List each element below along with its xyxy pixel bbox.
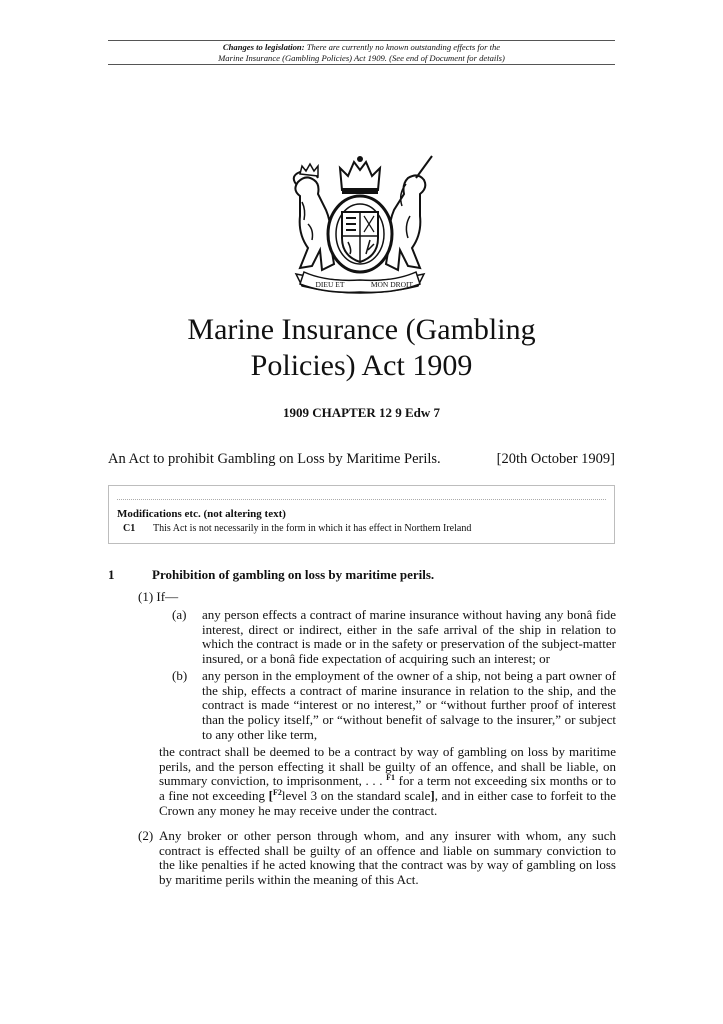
closing-part-3: , and in either case to forfeit to the Crown any money he may receive under the contract. bbox=[159, 788, 616, 818]
changes-text-line2: Marine Insurance (Gambling Policies) Act 1909. (See end of Document for details) bbox=[218, 53, 505, 63]
section-number: 1 bbox=[108, 567, 115, 582]
paragraph-a-text: any person effects a contract of marine insurance without having any bonâ fide interest, direct or indirect, either in the safe arrival of the ship in relation to which the contract is made or in the safety or preservation of the subject-matter insured, or a bonâ fide expectation of acquiring such an interest; or bbox=[202, 607, 616, 667]
modification-code: C1 bbox=[123, 523, 136, 534]
long-title: An Act to prohibit Gambling on Loss by Maritime Perils. bbox=[108, 451, 441, 467]
modification-entry bbox=[123, 523, 471, 534]
changes-to-legislation-note bbox=[108, 40, 615, 65]
subsection-1-label: (1) If— bbox=[138, 589, 179, 604]
subsection-2-text: Any broker or other person through whom, and any insurer with whom, any such contract is effected shall be guilty of an offence and liable on summary conviction to the like penalties if he acted knowing that the contract was by way of gambling on loss by maritime perils within the meaning of this Act. bbox=[159, 828, 616, 888]
paragraph-b-label: (b) bbox=[172, 668, 188, 683]
act-title-line2: Policies) Act 1909 bbox=[250, 349, 473, 382]
royal-assent-date: [20th October 1909] bbox=[496, 451, 615, 467]
divider bbox=[117, 499, 606, 500]
amended-text: level 3 on the standard scale bbox=[281, 788, 431, 804]
closing-part-2: for a term not exceeding six months or to a fine not exceeding bbox=[159, 773, 617, 804]
subsection-1-closing bbox=[159, 745, 616, 819]
modifications-box bbox=[108, 485, 615, 544]
amendment-close-bracket: ] bbox=[430, 788, 435, 804]
royal-coat-of-arms-icon bbox=[286, 154, 434, 298]
motto-right: MON DROIT bbox=[370, 280, 414, 289]
modification-text: This Act is not necessarily in the form in which it has effect in Northern Ireland bbox=[153, 523, 472, 534]
act-title-line1: Marine Insurance (Gambling bbox=[187, 313, 536, 346]
amendment-open-bracket: [ bbox=[268, 788, 273, 804]
closing-part-1: the contract shall be deemed to be a contract by way of gambling on loss by maritime perils, and the person effecting it shall be guilty of an offence, and shall be liable, on summary conviction, to imprisonment, . . . bbox=[159, 744, 616, 789]
section-title: Prohibition of gambling on loss by maritime perils. bbox=[152, 567, 435, 582]
paragraph-b-text: any person in the employment of the owner of a ship, not being a part owner of the ship, effects a contract of marine insurance in relation to the ship, and the contract is made “interest or no interest,” or “without further proof of interest than the policy itself,” or “without benefit of salvage to the insurer,” or subject to any other like term, bbox=[202, 668, 616, 742]
changes-label: Changes to legislation: bbox=[222, 42, 305, 52]
footnote-f1: F1 bbox=[386, 773, 396, 783]
modifications-heading: Modifications etc. (not altering text) bbox=[117, 508, 286, 520]
subsection-2-label: (2) bbox=[138, 828, 154, 843]
changes-text: There are currently no known outstanding effects for the bbox=[306, 42, 501, 52]
motto-left: DIEU ET bbox=[315, 280, 345, 289]
paragraph-a-label: (a) bbox=[172, 607, 187, 622]
footnote-f2: F2 bbox=[272, 788, 282, 798]
chapter-citation: 1909 CHAPTER 12 9 Edw 7 bbox=[282, 405, 441, 420]
act-title bbox=[108, 312, 615, 384]
